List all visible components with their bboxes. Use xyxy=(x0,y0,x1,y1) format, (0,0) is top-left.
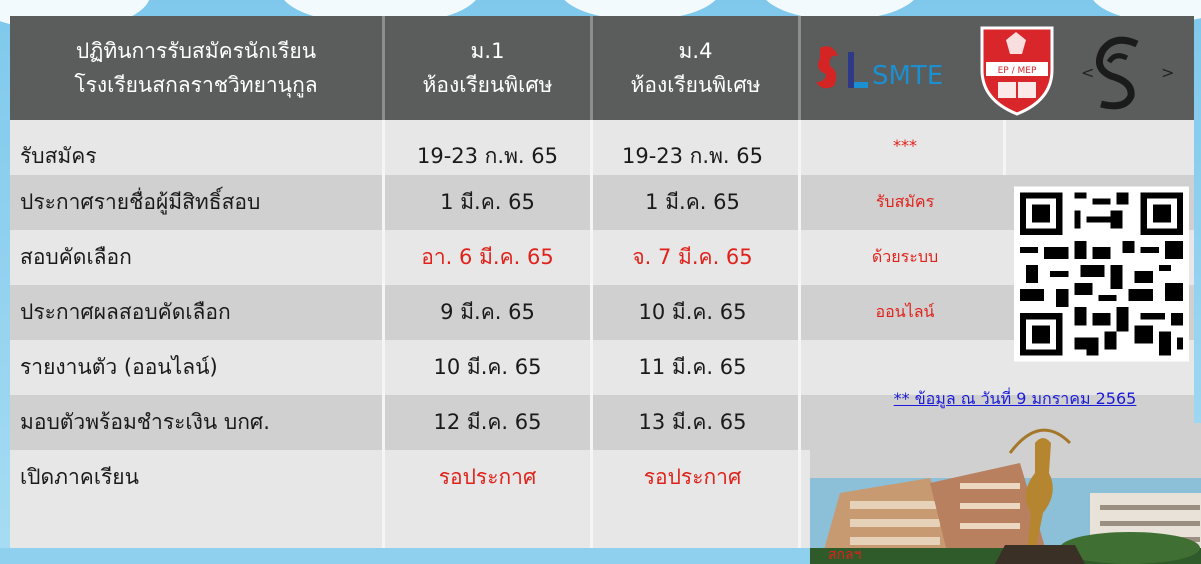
row-m4-apply: 19-23 ก.พ. 65 xyxy=(621,144,763,168)
row-m1-report: 10 มี.ค. 65 xyxy=(433,355,542,379)
school-building-photo xyxy=(810,423,1201,564)
note-online: ออนไลน์ xyxy=(875,302,935,321)
svg-text:>: > xyxy=(1161,63,1175,82)
note-apply: รับสมัคร xyxy=(875,192,935,211)
ep-mep-logo-text: EP / MEP xyxy=(997,66,1037,76)
row-m1-semester-start: รอประกาศ xyxy=(438,465,537,489)
row-m1-apply: 19-23 ก.พ. 65 xyxy=(416,144,558,168)
row-label-apply: รับสมัคร xyxy=(20,144,97,168)
header-m1 xyxy=(385,16,590,120)
row-m1-eligible-list: 1 มี.ค. 65 xyxy=(440,190,535,214)
cs-logo xyxy=(1065,30,1185,110)
column-divider xyxy=(590,120,593,548)
column-divider xyxy=(382,120,385,548)
row-label-eligible-list: ประกาศรายชื่อผู้มีสิทธิ์สอบ xyxy=(20,190,261,214)
row-m1-exam-results: 9 มี.ค. 65 xyxy=(440,300,535,324)
smte-logo xyxy=(810,38,970,98)
row-label-exam-results: ประกาศผลสอบคัดเลือก xyxy=(20,300,231,324)
header-divider xyxy=(798,16,801,120)
header-title xyxy=(10,16,382,120)
row-m1-exam: อา. 6 มี.ค. 65 xyxy=(421,245,554,269)
row-label-enrollment: มอบตัวพร้อมชำระเงิน บกศ. xyxy=(20,410,270,434)
qr-code[interactable] xyxy=(1014,186,1189,362)
column-divider xyxy=(1003,120,1006,175)
row-m4-exam: จ. 7 มี.ค. 65 xyxy=(632,245,753,269)
header-title-line2: โรงเรียนสกลราชวิทยานุกูล xyxy=(74,73,318,97)
row-label-report: รายงานตัว (ออนไลน์) xyxy=(20,355,218,379)
row-m1-enrollment: 12 มี.ค. 65 xyxy=(433,410,542,434)
header-m4-grade: ม.4 xyxy=(678,39,713,63)
row-label-exam: สอบคัดเลือก xyxy=(20,245,132,269)
admission-calendar-table xyxy=(10,16,1194,563)
row-label-semester-start: เปิดภาคเรียน xyxy=(20,465,139,489)
data-as-of-link[interactable]: ** ข้อมูล ณ วันที่ 9 มกราคม 2565 xyxy=(893,388,1137,408)
row-m4-report: 11 มี.ค. 65 xyxy=(638,355,747,379)
header-title-line1: ปฏิทินการรับสมัครนักเรียน xyxy=(75,39,317,63)
row-m4-exam-results: 10 มี.ค. 65 xyxy=(638,300,747,324)
table-header xyxy=(10,16,1194,120)
header-m4 xyxy=(593,16,798,120)
row-m4-enrollment: 13 มี.ค. 65 xyxy=(638,410,747,434)
header-m4-program: ห้องเรียนพิเศษ xyxy=(630,73,761,97)
row-m4-semester-start: รอประกาศ xyxy=(643,465,742,489)
photo-caption: สกลฯ xyxy=(828,547,862,563)
note-asterisks: *** xyxy=(893,135,917,155)
note-via-system: ด้วยระบบ xyxy=(871,247,939,266)
header-m1-grade: ม.1 xyxy=(470,39,505,63)
smte-logo-text: SMTE xyxy=(872,61,944,91)
svg-text:<: < xyxy=(1081,63,1095,82)
ep-mep-shield-logo xyxy=(976,24,1058,116)
row-m4-eligible-list: 1 มี.ค. 65 xyxy=(645,190,740,214)
column-divider xyxy=(798,120,801,548)
header-m1-program: ห้องเรียนพิเศษ xyxy=(422,73,553,97)
